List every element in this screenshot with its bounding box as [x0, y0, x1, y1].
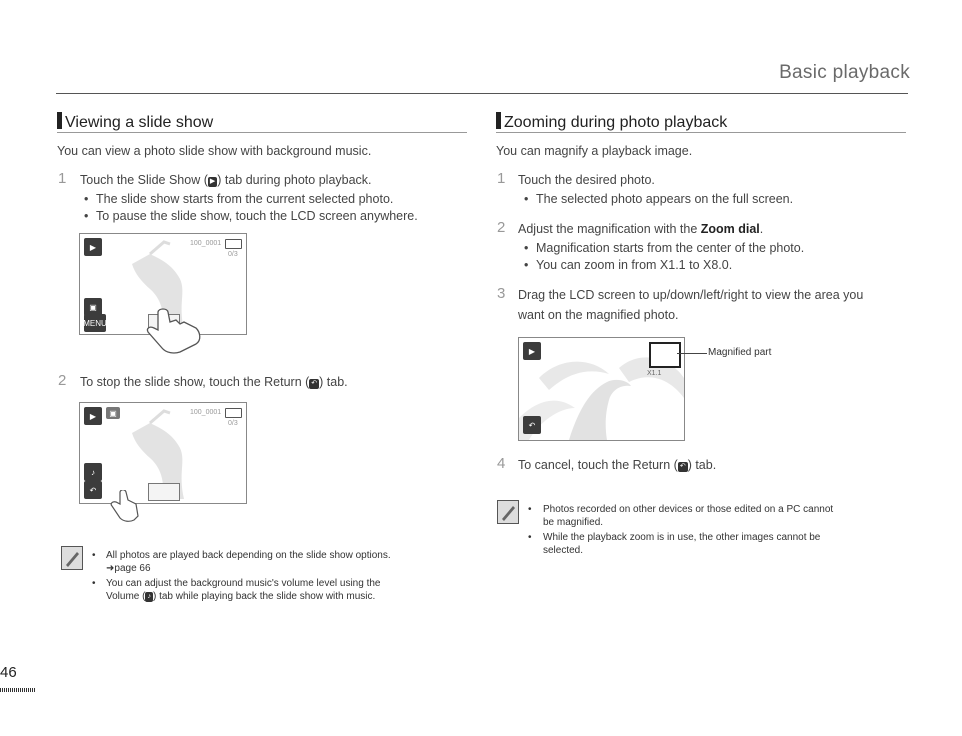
left-note-line-4: Volume ( ♪ ) tab while playing back the slide show with music.	[106, 591, 376, 602]
right-section-title-text: Zooming during photo playback	[504, 114, 728, 131]
playback-mode-icon[interactable]: ▶	[523, 342, 541, 360]
photo-view-icon[interactable]: ▣	[84, 298, 102, 316]
touch-hand-icon	[140, 308, 220, 358]
right-note-line-2: be magnified.	[543, 517, 604, 528]
right-step3-line-1: Drag the LCD screen to up/down/left/right to view the area you	[518, 288, 864, 302]
section-marker	[496, 112, 501, 129]
right-step3-number: 3	[497, 285, 506, 302]
return-icon: ↶	[679, 463, 686, 470]
right-step4-text: To cancel, touch the Return ( ↶ ) tab.	[518, 458, 717, 472]
zoom-screen-illustration	[518, 337, 685, 441]
right-intro: You can magnify a playback image.	[496, 144, 693, 158]
right-step2-bullet-1: • Magnification starts from the center of the photo.	[536, 240, 804, 256]
right-step1-number: 1	[497, 170, 506, 187]
right-section-title	[496, 112, 727, 132]
magnified-part-label: Magnified part	[708, 347, 772, 358]
touch-hand-icon	[90, 490, 140, 530]
right-note-line-4: selected.	[543, 545, 584, 556]
return-button[interactable]: ↶	[84, 481, 102, 499]
battery-icon	[225, 408, 242, 418]
left-step2-text: To stop the slide show, touch the Return ( ↶ ) tab.	[80, 375, 348, 389]
playback-mode-icon[interactable]: ▶	[84, 407, 102, 425]
left-step1-bullet-2: • To pause the slide show, touch the LCD screen anywhere.	[96, 208, 418, 224]
slideshow-icon: ▶	[209, 178, 216, 185]
left-intro: You can view a photo slide show with background music.	[57, 144, 372, 158]
right-step2-number: 2	[497, 219, 506, 236]
left-note-line-1: All photos are played back depending on the slide show options.	[106, 550, 391, 561]
left-note-line-3: You can adjust the background music's volume level using the	[106, 578, 381, 589]
left-note-bullet-1: •	[92, 550, 96, 561]
left-section-title	[57, 112, 213, 132]
callout-line	[677, 353, 707, 354]
page-number: 46	[0, 664, 17, 681]
return-icon: ↶	[311, 380, 318, 387]
right-section-rule	[496, 132, 906, 133]
slideshow-status-icon: ▣	[106, 407, 120, 419]
right-note-bullet-1: •	[528, 504, 532, 515]
right-step2-text: Adjust the magnification with the Zoom dial.	[518, 222, 764, 236]
return-button[interactable]: ↶	[523, 416, 541, 434]
volume-icon: ♪	[147, 593, 151, 600]
menu-button[interactable]: MENU	[84, 314, 106, 332]
zoom-level: X1.1	[647, 370, 662, 377]
right-step4-number: 4	[497, 455, 506, 472]
page-number-rule	[0, 688, 35, 692]
photo-count: 0/3	[228, 251, 238, 258]
right-step1-bullet-1: • The selected photo appears on the full screen.	[536, 191, 793, 207]
left-section-rule	[57, 132, 467, 133]
right-note-bullet-2: •	[528, 532, 532, 543]
right-step1-text: Touch the desired photo.	[518, 173, 655, 187]
volume-button[interactable]: ♪	[84, 463, 102, 481]
battery-icon	[225, 239, 242, 249]
left-note-bullet-2: •	[92, 578, 96, 589]
section-marker	[57, 112, 62, 129]
folder-number: 100_0001	[190, 240, 222, 247]
page-header-title: Basic playback	[779, 62, 910, 83]
playback-mode-icon[interactable]: ▶	[84, 238, 102, 256]
folder-number: 100_0001	[190, 409, 222, 416]
right-note-line-1: Photos recorded on other devices or those edited on a PC cannot	[543, 504, 834, 515]
left-step1-text: Touch the Slide Show ( ▶ ) tab during photo playback.	[80, 173, 372, 187]
magnified-part-indicator	[649, 342, 681, 368]
right-step2-bullet-2: • You can zoom in from X1.1 to X8.0.	[536, 257, 732, 273]
right-note-line-3: While the playback zoom is in use, the other images cannot be	[543, 532, 821, 543]
header-divider	[56, 93, 908, 94]
left-step2-number: 2	[58, 372, 67, 389]
left-section-title-text: Viewing a slide show	[65, 114, 214, 131]
left-step1-bullet-1: • The slide show starts from the current selected photo.	[96, 191, 393, 207]
photo-count: 0/3	[228, 420, 238, 427]
pencil-icon	[62, 547, 82, 569]
note-icon	[61, 546, 83, 570]
note-icon	[497, 500, 519, 524]
pencil-icon	[498, 501, 518, 523]
slideshow-tab[interactable]	[148, 483, 180, 501]
slideshow-playing-screen-illustration	[79, 402, 247, 504]
left-note-page-ref: ➜page 66	[106, 563, 151, 574]
right-step3-line-2: want on the magnified photo.	[518, 308, 679, 322]
left-step1-number: 1	[58, 170, 67, 187]
